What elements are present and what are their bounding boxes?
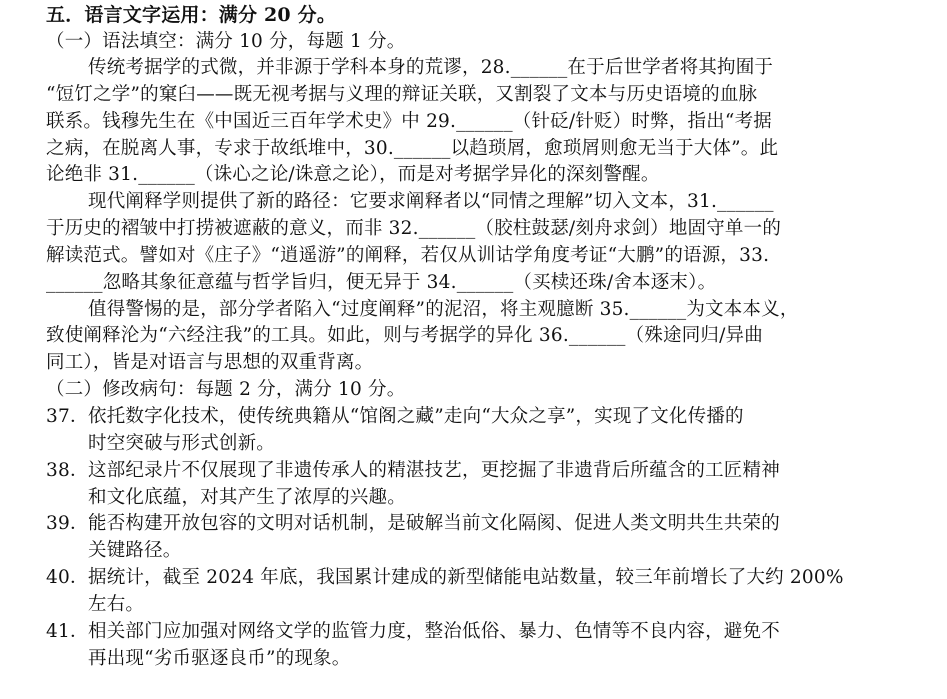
paragraph-line: 同工），皆是对语言与思想的双重背离。 (46, 352, 374, 373)
question-line: 据统计，截至 2024 年底，我国累计建成的新型储能电站数量，较三年前增长了大约 200% (88, 567, 844, 588)
question-line: 关键路径。 (88, 540, 182, 561)
question-number: 38． (46, 460, 89, 481)
paragraph-line: 论绝非 31.______（诛心之论/诛意之论），而是对考据学异化的深刻警醒。 (46, 164, 660, 185)
paragraph-line: 现代阐释学则提供了新的路径：它要求阐释者以“同情之理解”切入文本，31.______ (88, 191, 774, 212)
question-line: 时空突破与形式创新。 (88, 433, 276, 454)
question-number: 37． (46, 406, 89, 427)
question-line: 和文化底蕴，对其产生了浓厚的兴趣。 (88, 487, 406, 508)
section-title: 五．语言文字运用：满分 20 分。 (46, 4, 337, 26)
paragraph-line: 联系。钱穆先生在《中国近三百年学术史》中 29.______（针砭/针贬）时弊，指出“考据 (46, 111, 772, 132)
paragraph-line: 致使阐释沦为“六经注我”的工具。如此，则与考据学的异化 36.______（殊途同归/异曲 (46, 325, 763, 346)
question-line: 这部纪录片不仅展现了非遗传承人的精湛技艺，更挖掘了非遗背后所蕴含的工匠精神 (88, 460, 780, 481)
part2-heading: （二）修改病句：每题 2 分，满分 10 分。 (46, 379, 406, 400)
question-line: 再出现“劣币驱逐良币”的现象。 (88, 648, 351, 669)
paragraph-line: ______忽略其象征意蕴与哲学旨归，便无异于 34.______（买椟还珠/舍本逐末）。 (46, 272, 717, 293)
question-line: 能否构建开放包容的文明对话机制，是破解当前文化隔阂、促进人类文明共生共荣的 (88, 513, 780, 534)
question-number: 41． (46, 621, 89, 642)
question-line: 依托数字化技术，使传统典籍从“馆阁之藏”走向“大众之享”，实现了文化传播的 (88, 406, 744, 427)
question-line: 相关部门应加强对网络文学的监管力度，整治低俗、暴力、色情等不良内容，避免不 (88, 621, 780, 642)
paragraph-line: 于历史的褶皱中打捞被遮蔽的意义，而非 32.______（胶柱鼓瑟/刻舟求剑）地固守单一的 (46, 218, 782, 239)
question-line: 左右。 (88, 594, 145, 615)
question-number: 40． (46, 567, 89, 588)
question-number: 39． (46, 513, 89, 534)
paragraph-line: 之病，在脱离人事，专求于故纸堆中，30.______以趋琐屑，愈琐屑则愈无当于大体”。此 (46, 138, 779, 159)
paragraph-line: 值得警惕的是，部分学者陷入“过度阐释”的泥沼，将主观臆断 35.______为文本本义， (88, 299, 799, 320)
part1-heading: （一）语法填空：满分 10 分，每题 1 分。 (46, 31, 406, 52)
paragraph-line: “饾饤之学”的窠臼——既无视考据与义理的辩证关联，又割裂了文本与历史语境的血脉 (46, 84, 758, 105)
paragraph-line: 传统考据学的式微，并非源于学科本身的荒谬，28.______在于后世学者将其拘囿于 (88, 57, 774, 78)
paragraph-line: 解读范式。譬如对《庄子》“逍遥游”的阐释，若仅从训诂学角度考证“大鹏”的语源，33. (46, 245, 770, 266)
